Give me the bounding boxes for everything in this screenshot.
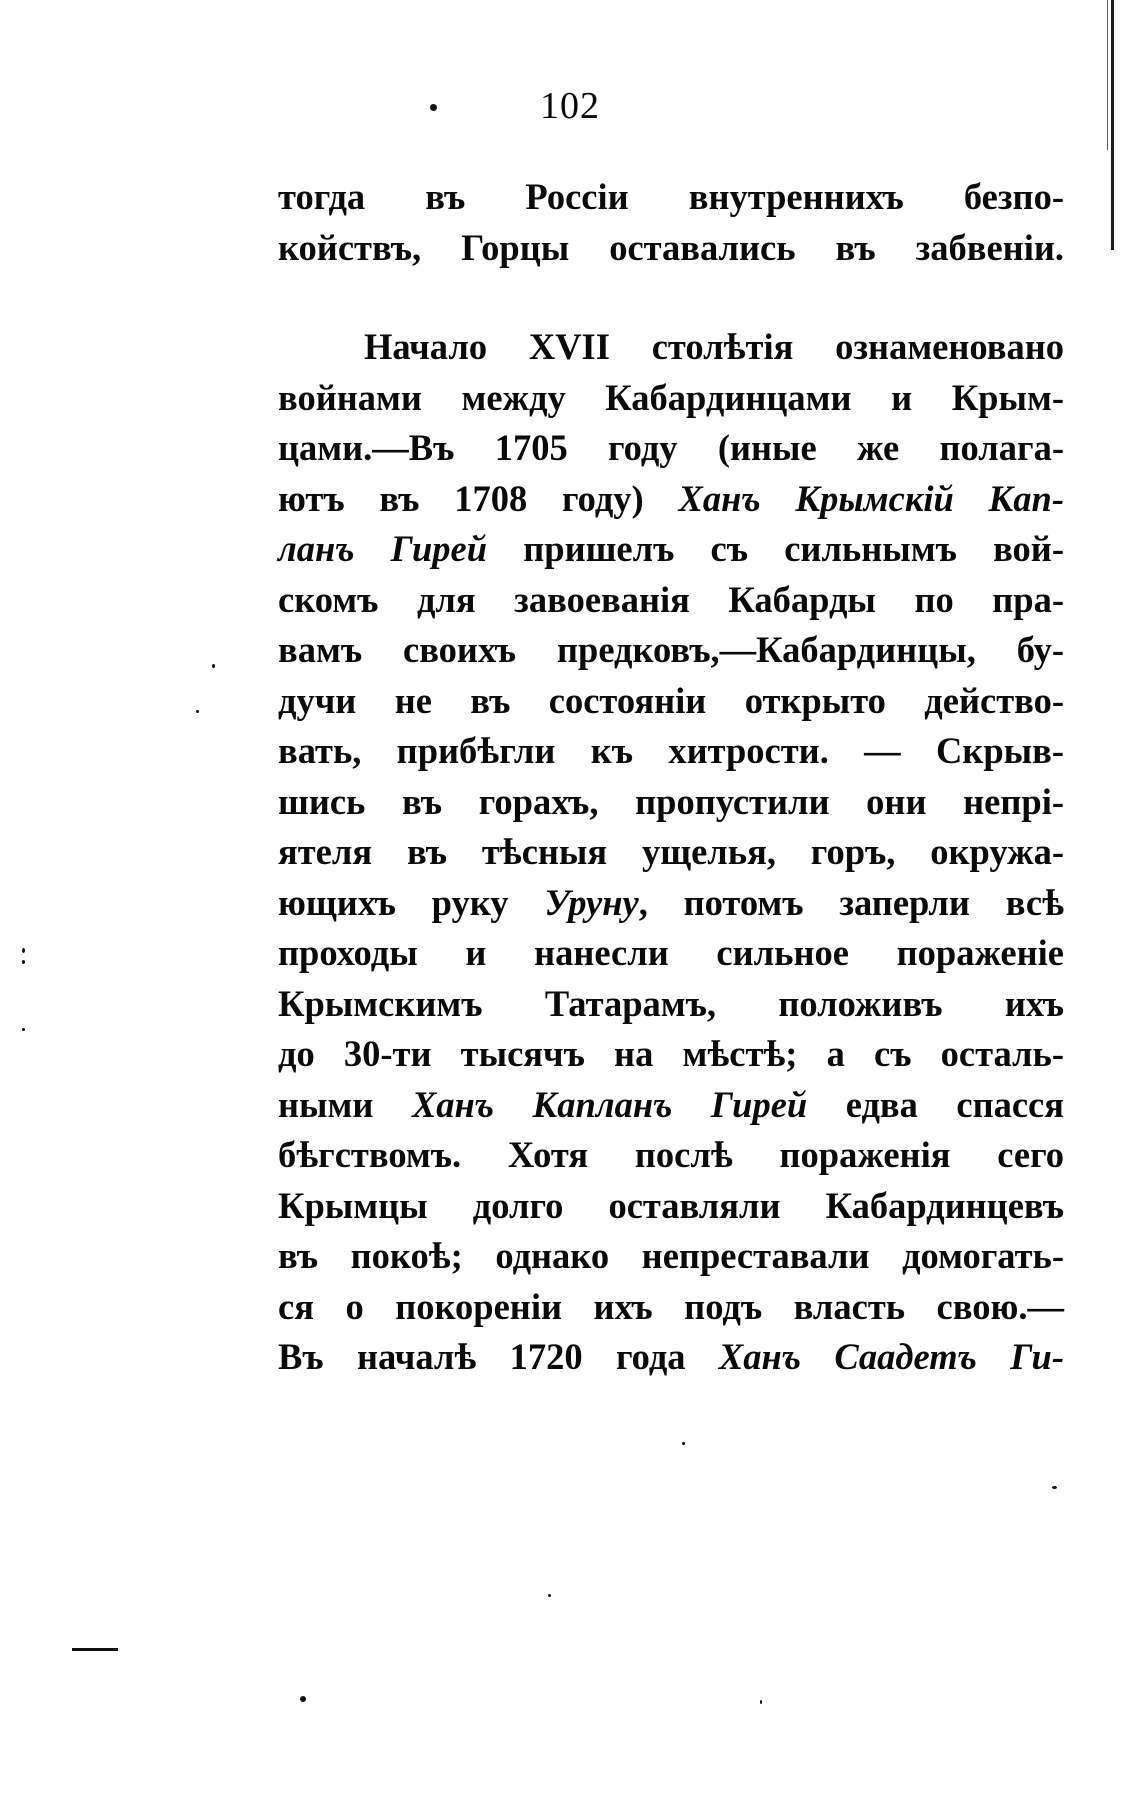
scan-speck xyxy=(760,1700,762,1704)
text-line: Начало XVII столѣтія ознаменовано xyxy=(364,326,1064,367)
paragraph xyxy=(278,322,1064,1383)
scan-speck xyxy=(548,1594,551,1597)
text-line: ся о покореніи ихъ подъ власть свою.— xyxy=(278,1285,1064,1327)
text-line: войнами между Кабардинцами и Крым- xyxy=(278,376,1064,418)
italic-name: Ханъ Саадетъ Ги- xyxy=(718,1336,1065,1377)
text-line: вать, прибѣгли къ хитрости. — Скрыв- xyxy=(278,730,1064,771)
italic-name: Уруну xyxy=(544,881,639,923)
text-line: ятеля въ тѣсныя ущелья, горъ, окружа- xyxy=(278,831,1064,872)
scan-speck xyxy=(22,1028,25,1031)
text-line: скомъ для завоеванія Кабарды по пра- xyxy=(278,578,1064,620)
scan-speck xyxy=(430,104,437,111)
text-line: ными Ханъ Капланъ Гирей едва спасся xyxy=(278,1083,1064,1125)
text-line: проходы и нанесли сильное пораженіе xyxy=(278,932,1064,973)
text-line: Крымскимъ Татарамъ, положивъ ихъ xyxy=(278,982,1064,1024)
text-line: вамъ своихъ предковъ,—Кабардинцы, бу- xyxy=(278,629,1064,670)
italic-name: Ханъ Капланъ Гирей xyxy=(411,1083,808,1125)
scan-speck xyxy=(300,1696,306,1702)
text-line: койствъ, Горцы оставались въ забвеніи. xyxy=(278,226,1064,268)
scan-speck xyxy=(196,710,199,713)
text-line: дучи не въ состояніи открыто действо- xyxy=(278,679,1064,721)
text-line: шись въ горахъ, пропустили они непрі- xyxy=(278,780,1064,822)
text-line: Крымцы долго оставляли Кабардинцевъ xyxy=(278,1184,1064,1226)
text-line: ланъ Гирей пришелъ съ сильнымъ вой- xyxy=(278,528,1064,569)
italic-name: Ханъ Крымскій Кап- xyxy=(678,477,1065,519)
scan-speck xyxy=(682,1442,685,1445)
text-line: ющихъ руку Уруну, потомъ заперли всѣ xyxy=(278,881,1064,923)
italic-name: ланъ Гирей xyxy=(278,528,488,569)
text-line: ютъ въ 1708 году) Ханъ Крымскій Кап- xyxy=(278,477,1065,519)
scan-speck xyxy=(22,960,25,964)
scan-speck xyxy=(1052,1486,1057,1489)
page-number: 102 xyxy=(540,85,600,127)
text-line: до 30-ти тысячъ на мѣстѣ; а съ осталь- xyxy=(278,1033,1064,1074)
text-line: Въ началѣ 1720 года Ханъ Саадетъ Ги- xyxy=(278,1336,1065,1377)
scan-speck xyxy=(212,664,215,668)
scan-speck xyxy=(22,948,25,953)
text-line: въ покоѣ; однако непреставали домогать- xyxy=(278,1235,1064,1276)
text-line: цами.—Въ 1705 году (иные же полага- xyxy=(278,427,1064,468)
scan-dash xyxy=(72,1648,118,1651)
paragraph-continuation xyxy=(278,172,1064,273)
text-line: тогда въ Россіи внутреннихъ безпо- xyxy=(278,176,1064,217)
text-line: бѣгствомъ. Хотя послѣ пораженія сего xyxy=(278,1134,1064,1175)
